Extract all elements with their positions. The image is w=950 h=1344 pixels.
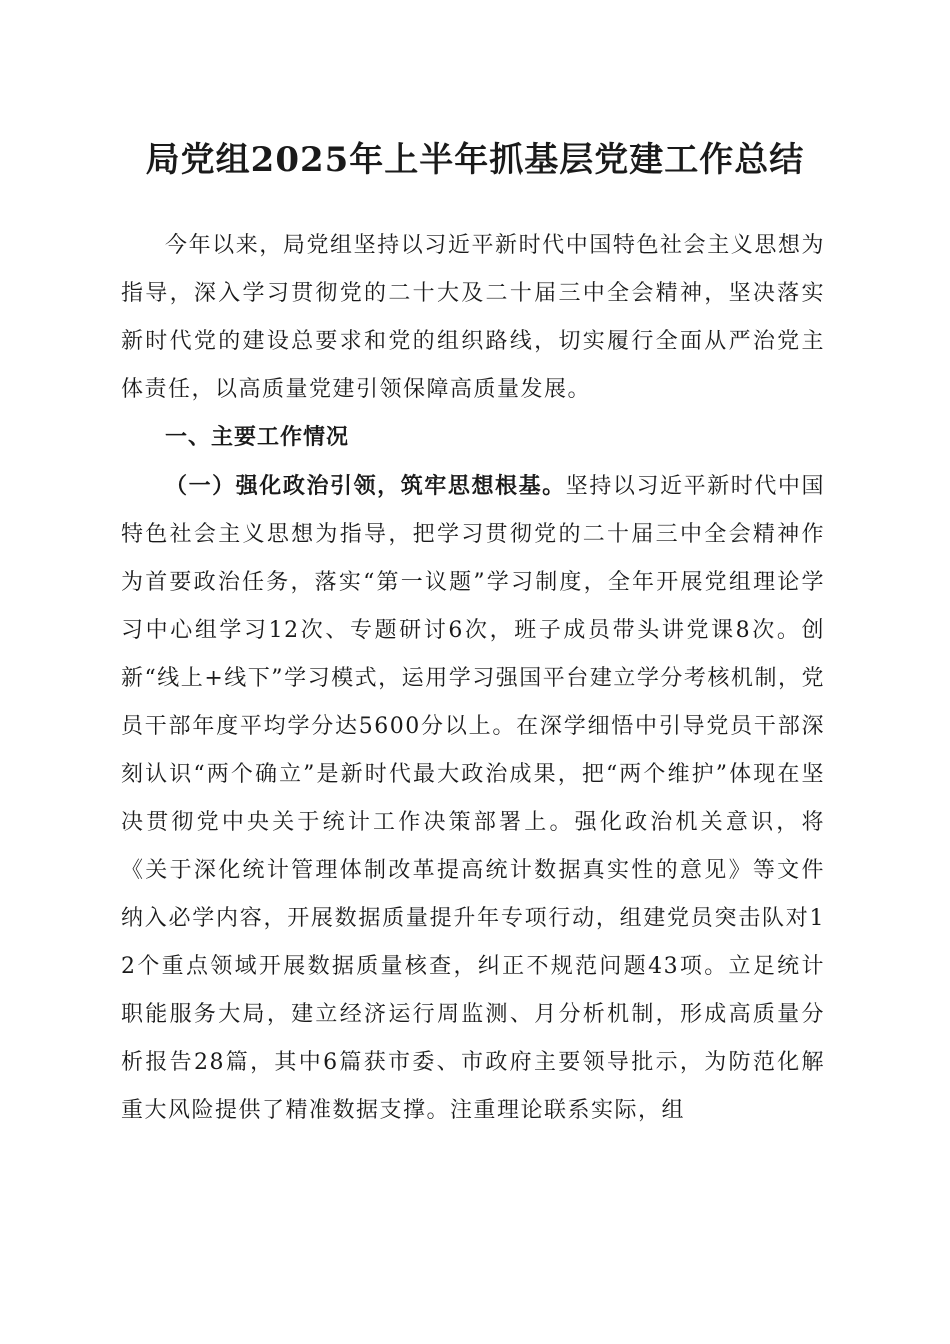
subsection-body: 坚持以习近平新时代中国特色社会主义思想为指导，把学习贯彻党的二十届三中全会精神作为首要政治任务，落实“第一议题”学习制度，全年开展党组理论学习中心组学习12次、专题研讨6次，班子成员带头讲党课8次。创新“线上+线下”学习模式，运用学习强国平台建立学分考核机制，党员干部年度平均学分达5600分以上。在深学细悟中引导党员干部深刻认识“两个确立”是新时代最大政治成果，把“两个维护”体现在坚决贯彻党中央关于统计工作决策部署上。强化政治机关意识，将《关于深化统计管理体制改革提高统计数据真实性的意见》等文件纳入必学内容，开展数据质量提升年专项行动，组建党员突击队对12个重点领域开展数据质量核查，纠正不规范问题43项。立足统计职能服务大局，建立经济运行周监测、月分析机制，形成高质量分析报告28篇，其中6篇获市委、市政府主要领导批示，为防范化解重大风险提供了精准数据支撑。注重理论联系实际，组 <box>121 474 825 1123</box>
document-body <box>121 222 825 1135</box>
intro-paragraph: 今年以来，局党组坚持以习近平新时代中国特色社会主义思想为指导，深入学习贯彻党的二十大及二十届三中全会精神，坚决落实新时代党的建设总要求和党的组织路线，切实履行全面从严治党主体责任，以高质量党建引领保障高质量发展。 <box>121 233 825 402</box>
document-title: 局党组2025年上半年抓基层党建工作总结 <box>145 140 805 180</box>
section-heading: 一、主要工作情况 <box>165 425 350 450</box>
subsection-lead: （一）强化政治引领，筑牢思想根基。 <box>165 473 566 499</box>
subsection-paragraph <box>121 462 825 1135</box>
